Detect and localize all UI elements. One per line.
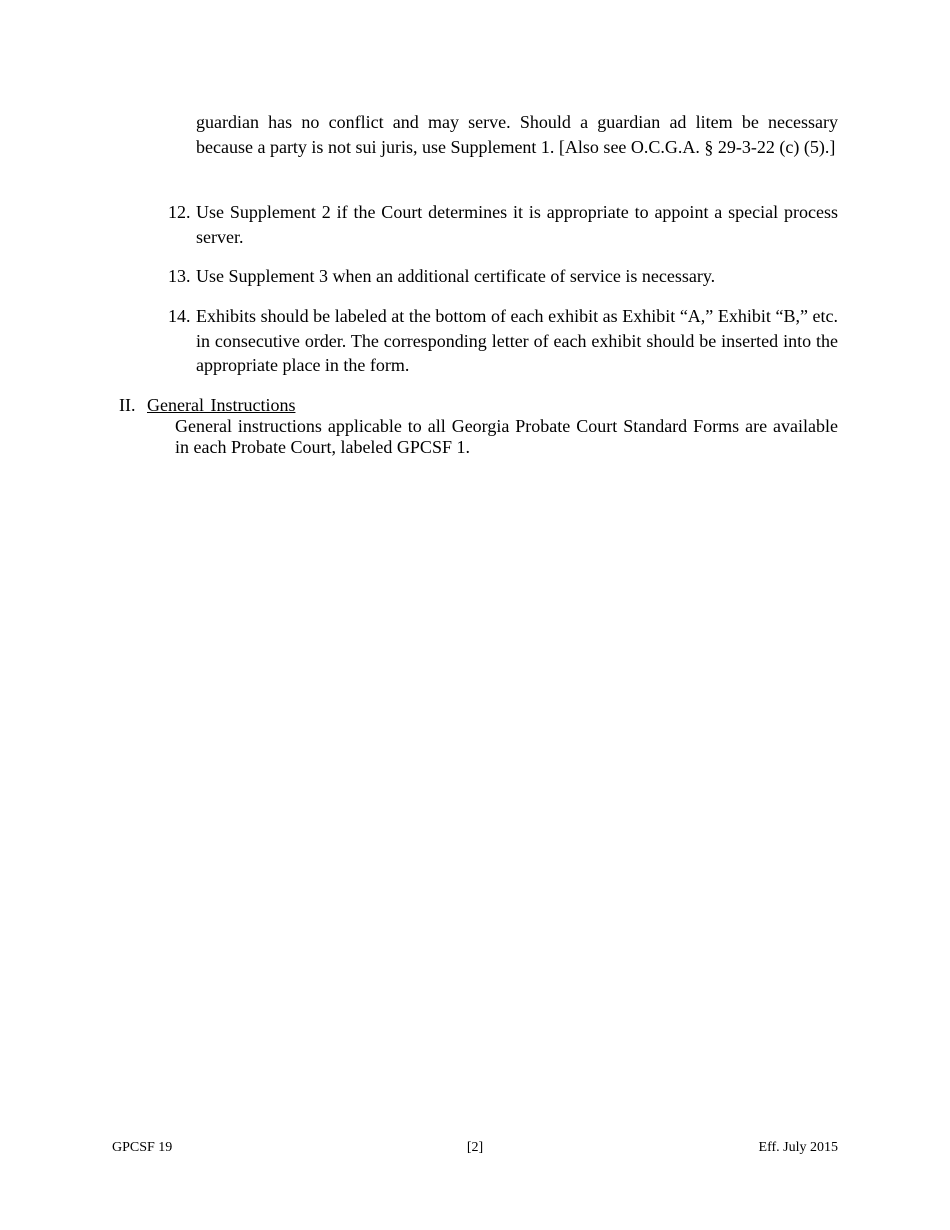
footer-form-id: GPCSF 19	[112, 1140, 173, 1155]
item-text: Exhibits should be labeled at the bottom of each exhibit as Exhibit “A,” Exhibit “B,” etc. in consecutive order. The corresponding letter of each exhibit should be inserted into the appropriate place in the form.	[196, 306, 838, 375]
instruction-item-12	[168, 200, 838, 249]
section-numeral: II.	[119, 395, 136, 415]
section-heading-general-instructions	[119, 394, 295, 416]
item-number: 13.	[168, 266, 191, 286]
footer-page-number: [2]	[466, 1140, 484, 1155]
item-text: Use Supplement 3 when an additional certificate of service is necessary.	[196, 266, 716, 286]
instruction-item-13	[168, 264, 838, 289]
instruction-continuation: guardian has no conflict and may serve. Should a guardian ad litem be necessary because a party is not sui juris, use Supplement 1. [Also see O.C.G.A. § 29-3-22 (c) (5).]	[196, 112, 838, 157]
item-number: 12.	[168, 202, 191, 222]
section-body-text: General instructions applicable to all Georgia Probate Court Standard Forms are available in each Probate Court, labeled GPCSF 1.	[175, 416, 838, 457]
footer-effective-date: Eff. July 2015	[758, 1140, 838, 1155]
item-text: Use Supplement 2 if the Court determines it is appropriate to appoint a special process server.	[196, 202, 838, 247]
section-title: General Instructions	[147, 395, 296, 415]
instruction-item-14	[168, 304, 838, 378]
item-number: 14.	[168, 306, 191, 326]
